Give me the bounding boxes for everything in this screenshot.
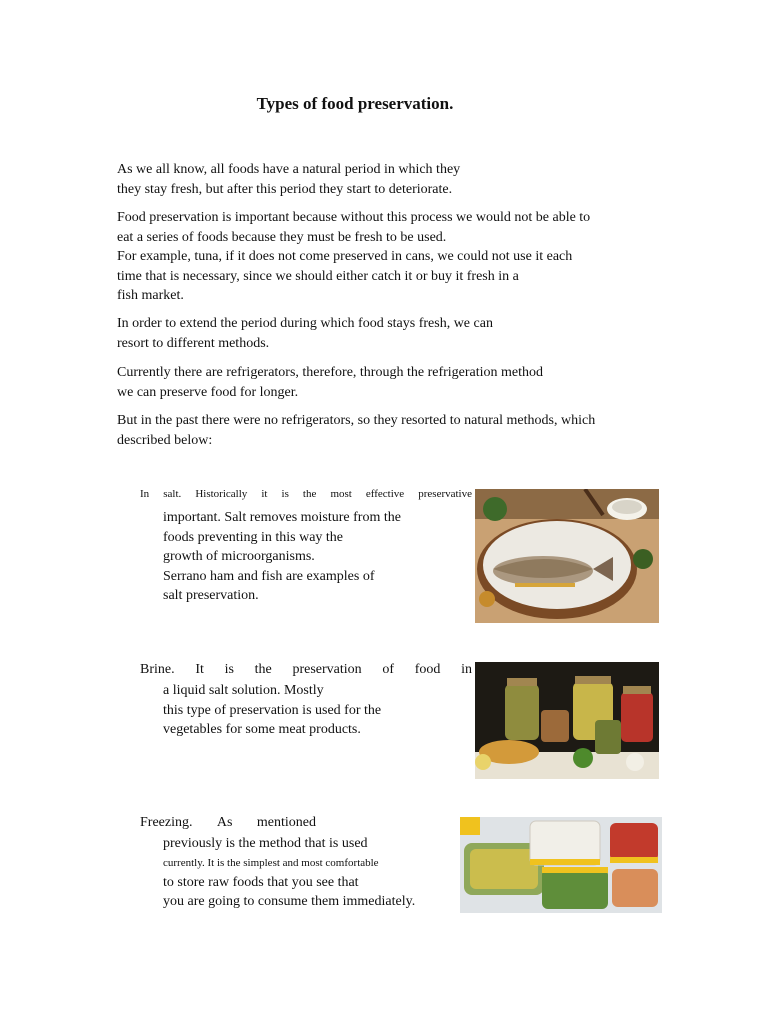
text-line: we can preserve food for longer.: [117, 384, 299, 400]
word: preservation: [292, 662, 362, 677]
paragraph-methods: [117, 314, 657, 353]
word: salt.: [163, 488, 182, 500]
word: is: [281, 488, 289, 500]
text-line: you are going to consume them immediately.: [163, 894, 416, 909]
brine-first-line: [140, 662, 472, 678]
text-line: salt preservation.: [163, 588, 259, 603]
word: mentioned: [256, 815, 316, 830]
word: As: [216, 815, 233, 830]
word: Freezing.: [140, 815, 193, 830]
word: the: [254, 662, 272, 677]
word: food: [414, 662, 441, 677]
text-line: this type of preservation is used for the: [163, 702, 382, 718]
word: it: [261, 488, 268, 500]
paragraph-intro: [117, 160, 657, 199]
text-line: fish market.: [117, 288, 184, 303]
freezing-photo: [460, 817, 662, 913]
salt-body: [163, 508, 401, 606]
paragraph-refrigerators: [117, 363, 657, 402]
word: In: [140, 488, 150, 500]
freezing-body: [163, 834, 415, 912]
salt-fish-photo: [475, 489, 659, 623]
text-line: growth of microorganisms.: [163, 549, 315, 564]
page-title: Types of food preservation.: [256, 94, 454, 113]
text-line: previously is the method that is used: [163, 836, 368, 851]
word: preservative: [418, 488, 472, 500]
word: Brine.: [140, 662, 175, 677]
brine-body: [163, 681, 381, 740]
text-line: currently. It is the simplest and most comfortable: [163, 856, 379, 869]
text-line: For example, tuna, if it does not come preserved in cans, we could not use it each: [117, 249, 573, 264]
word: most: [330, 488, 352, 500]
text-line: eat a series of foods because they must be fresh to be used.: [117, 229, 447, 245]
text-line: important. Salt removes moisture from the: [163, 510, 401, 525]
word: is: [224, 662, 234, 677]
salt-first-line: [140, 488, 472, 500]
text-line: As we all know, all foods have a natural period in which they: [117, 162, 461, 177]
text-line: foods preventing in this way the: [163, 529, 344, 545]
word: of: [382, 662, 395, 677]
brine-jars-photo: [475, 662, 659, 779]
word: It: [195, 662, 204, 677]
text-line: Serrano ham and fish are examples of: [163, 568, 375, 584]
text-line: they stay fresh, but after this period they start to deteriorate.: [117, 181, 453, 197]
text-line: a liquid salt solution. Mostly: [163, 683, 324, 698]
word: the: [302, 488, 317, 500]
text-line: resort to different methods.: [117, 335, 270, 351]
text-line: time that is necessary, since we should either catch it or buy it fresh in a: [117, 268, 519, 284]
text-line: vegetables for some meat products.: [163, 722, 361, 737]
text-line: to store raw foods that you see that: [163, 874, 359, 890]
text-line: But in the past there were no refrigerators, so they resorted to natural methods, which: [117, 413, 596, 428]
word: Historically: [195, 488, 248, 500]
text-line: described below:: [117, 432, 213, 448]
paragraph-importance: [117, 208, 657, 306]
paragraph-past: [117, 411, 657, 450]
text-line: Food preservation is important because without this process we would not be able to: [117, 210, 591, 225]
text-line: In order to extend the period during which food stays fresh, we can: [117, 316, 493, 331]
word: in: [461, 662, 472, 677]
text-line: Currently there are refrigerators, therefore, through the refrigeration method: [117, 365, 544, 380]
freezing-first-line: [140, 815, 316, 831]
word: effective: [365, 488, 405, 500]
